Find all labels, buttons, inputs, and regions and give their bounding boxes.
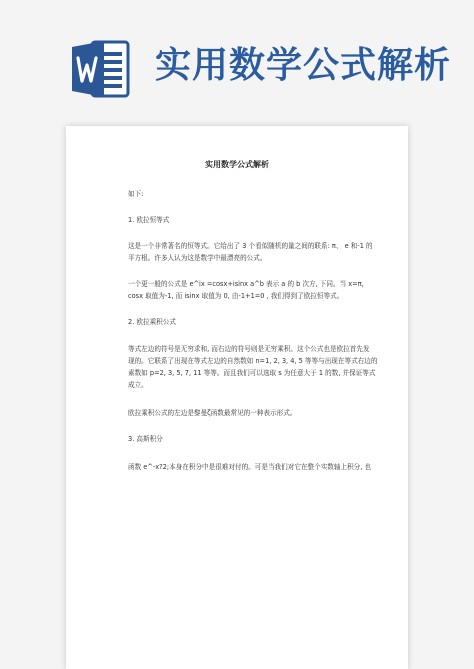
document-title: 实用数学公式解析: [205, 160, 269, 169]
paragraph: cosx 取值为-1, 而 isinx 取值为 0, 由-1+1=0 , 我们得到了欧拉恒等式。: [128, 292, 344, 300]
paragraph: 如下:: [128, 190, 144, 198]
paragraph: 这是一个非常著名的恒等式。它给出了 3 个看似随机的量之间的联系: π、 e 和-1 的: [128, 242, 373, 250]
paragraph: 一个更一般的公式是 e^ix =cosx+isinx a^b 表示 a 的 b 次方, 下同。当 x=π,: [128, 280, 364, 288]
section-heading: 3. 高斯积分: [128, 435, 163, 443]
paragraph: 成立。: [128, 381, 148, 389]
section-heading: 2. 欧拉乘积公式: [128, 318, 176, 326]
paragraph: 欧拉乘积公式的左边是黎曼ζ函数最常见的一种表示形式。: [128, 409, 297, 417]
word-doc-icon: [70, 38, 132, 100]
paragraph: 素数如 p=2, 3, 5, 7, 11 等等。而且我们可以选取 s 为任意大于 1 的数, 并保证等式: [128, 369, 376, 377]
banner-title: 实用数学公式解析: [155, 45, 452, 86]
section-heading: 1. 欧拉恒等式: [128, 216, 170, 224]
document-page: [66, 126, 408, 669]
paragraph: 现的。它联系了出现在等式左边的自然数如 n=1, 2, 3, 4, 5 等等与出现在等式右边的: [128, 357, 378, 365]
paragraph: 函数 e^-x?2;本身在积分中是很难对付的。可是当我们对它在整个实数轴上积分, 也: [128, 463, 372, 471]
paragraph: 等式左边的符号是无穷求和, 而右边的符号则是无穷乘积。这个公式也是欧拉首先发: [128, 345, 370, 353]
paragraph: 平方根。许多人认为这是数学中最漂亮的公式。: [128, 254, 267, 262]
banner: [0, 0, 474, 130]
